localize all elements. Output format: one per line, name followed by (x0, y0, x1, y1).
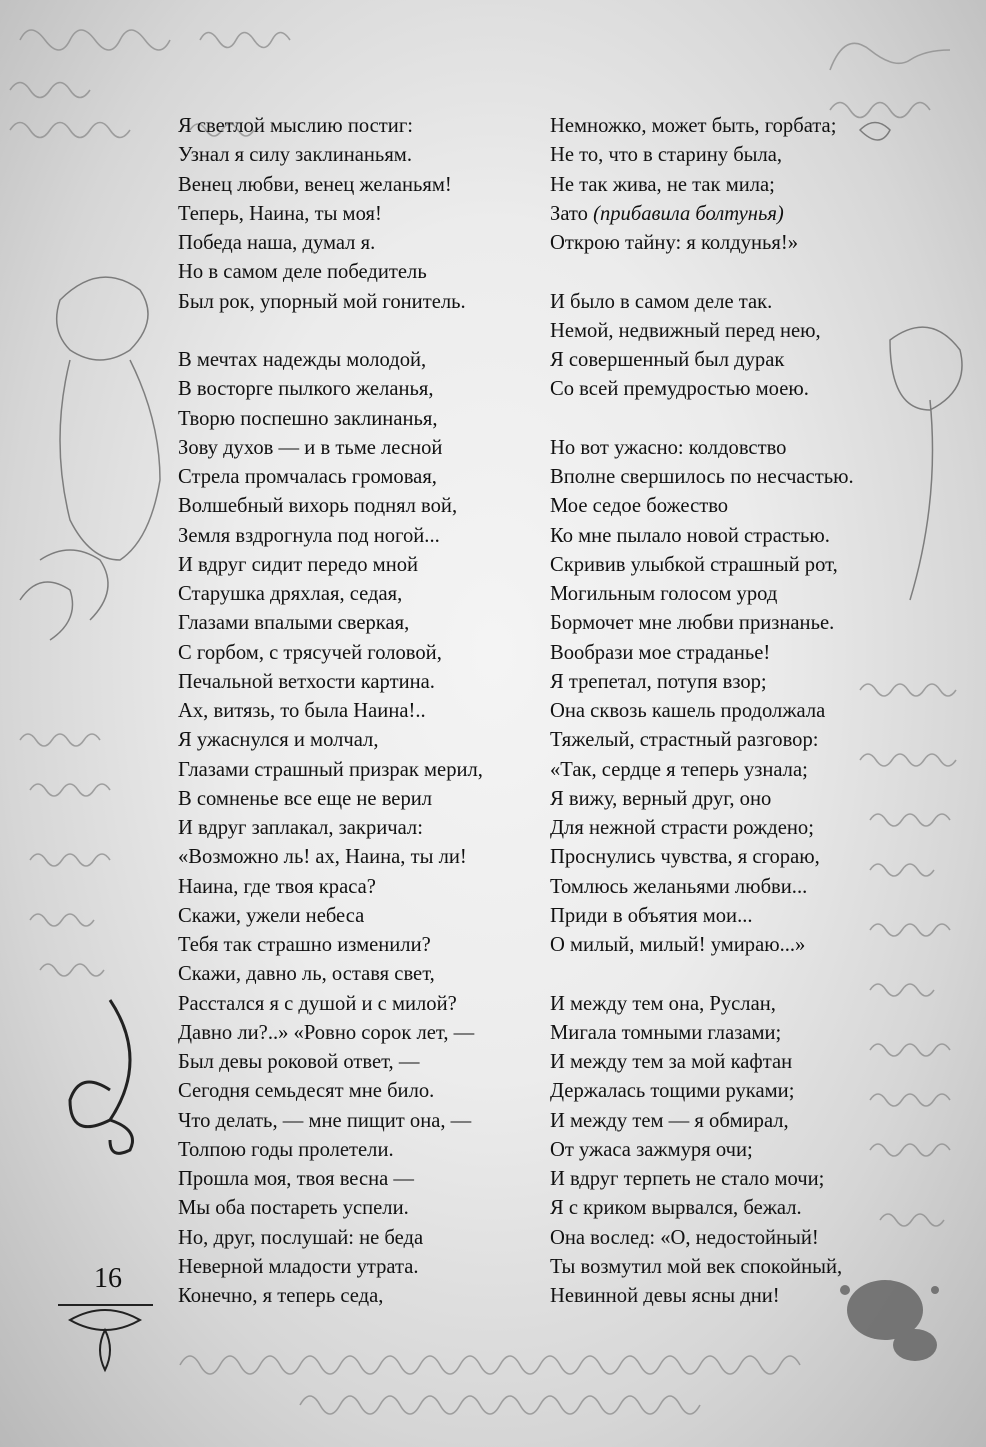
poem-line: Но вот ужасно: колдовство (550, 436, 787, 459)
poem-line: И между тем — я обмирал, (550, 1109, 789, 1132)
poem-line: С горбом, с трясучей головой, (178, 641, 442, 664)
poem-line: Был рок, упорный мой гонитель. (178, 290, 466, 313)
poem-line: Я совершенный был дурак (550, 349, 785, 371)
poem-line: Глазами страшный призрак мерил, (178, 758, 483, 781)
poem-line: Вполне свершилось по несчастью. (550, 466, 854, 488)
poem-line: Скажи, давно ль, оставя свет, (178, 963, 435, 986)
poem-line: Мигала томными глазами; (550, 1021, 782, 1044)
poem-line: Узнал я силу заклинаньям. (178, 144, 412, 167)
poem-line: Но в самом деле победитель (178, 261, 427, 284)
poem-line: Ах, витязь, то была Наина!.. (178, 700, 426, 722)
left-column (178, 112, 518, 1341)
poem-line: Волшебный вихорь поднял вой, (178, 495, 458, 518)
poem-line: Ко мне пылало новой страстью. (550, 524, 830, 547)
poem-line: Держалась тощими руками; (550, 1080, 795, 1103)
poem-line: И между тем она, Руслан, (550, 992, 776, 1015)
poem-line: Невинной девы ясны дни! (550, 1285, 780, 1307)
poem-line: Ты возмутил мой век спокойный, (550, 1255, 843, 1278)
poem-line: О милый, милый! умираю...» (550, 934, 806, 956)
poem-line: Мы оба постареть успели. (178, 1197, 409, 1220)
poem-line: Венец любви, венец желаньям! (178, 173, 452, 196)
poem-line: Давно ли?..» «Ровно сорок лет, — (178, 1021, 475, 1044)
poem-line: Она вослед: «О, недостойный! (550, 1226, 819, 1249)
stanza (550, 112, 870, 258)
poem-line: Я трепетал, потупя взор; (550, 670, 767, 693)
poem-line: Тяжелый, страстный разговор: (550, 729, 819, 752)
poem-line: И было в самом деле так. (550, 290, 773, 313)
poem-line: Зову духов — и в тьме лесной (178, 436, 443, 459)
poem-line: Могильным голосом урод (550, 583, 778, 605)
poem-line: Вообрази мое страданье! (550, 641, 771, 664)
poem-line: Был девы роковой ответ, — (178, 1051, 420, 1073)
poem-line-italic-aside: (прибавила болтунья) (593, 202, 784, 225)
poem-line: Творю поспешно заклинанья, (178, 407, 438, 430)
poem-line: В сомненье все еще не верил (178, 787, 433, 810)
poem-line: Старушка дряхлая, седая, (178, 583, 403, 605)
poem-line: Я светлой мыслию постиг: (178, 115, 413, 137)
poem-line: Теперь, Наина, ты моя! (178, 202, 382, 225)
poem-line: Но, друг, послушай: не беда (178, 1226, 424, 1249)
poem-line: В мечтах надежды молодой, (178, 349, 427, 371)
poem-line: Я ужаснулся и молчал, (178, 729, 379, 752)
poem-line: Скажи, ужели небеса (178, 904, 365, 927)
poem-line: Печальной ветхости картина. (178, 670, 435, 693)
poem-line: Со всей премудростью моею. (550, 378, 809, 401)
poem-line: В восторге пылкого желанья, (178, 378, 434, 401)
poem-line: От ужаса зажмуря очи; (550, 1138, 753, 1161)
page-number: 16 (94, 1263, 122, 1294)
poem-line: И вдруг сидит передо мной (178, 553, 419, 576)
stanza (178, 346, 518, 1311)
poem-line: Наина, где твоя краса? (178, 875, 376, 898)
poem-line-text: Зато (550, 202, 594, 225)
poem-line: Немой, недвижный перед нею, (550, 319, 821, 342)
poem-line: Стрела промчалась громовая, (178, 466, 437, 488)
poem-line: Мое седое божество (550, 495, 729, 518)
poem-line: И между тем за мой кафтан (550, 1051, 793, 1073)
poem-line: Сегодня семьдесят мне било. (178, 1080, 435, 1103)
poem-line: Немножко, может быть, горбата; (550, 115, 837, 137)
poem-line: Не то, что в старину была, (550, 144, 783, 167)
poem-line: Я с криком вырвался, бежал. (550, 1197, 802, 1220)
right-column (550, 112, 870, 1341)
stanza (550, 990, 870, 1312)
poem-line: Толпою годы пролетели. (178, 1138, 394, 1161)
poem-line: Тебя так страшно изменили? (178, 934, 431, 956)
poem-line: Глазами впалыми сверкая, (178, 612, 410, 635)
poem-line: Не так жива, не так мила; (550, 173, 775, 196)
poem-line: Для нежной страсти рождено; (550, 817, 814, 839)
poem-line: Бормочет мне любви признанье. (550, 612, 835, 635)
poem-line: Открою тайну: я колдунья!» (550, 232, 799, 254)
stanza (550, 434, 870, 961)
poem-line: Она сквозь кашель продолжала (550, 700, 826, 722)
poem-line: Земля вздрогнула под ногой... (178, 524, 440, 547)
poem-line-mixed (550, 200, 870, 229)
poem-line: Расстался я с душой и с милой? (178, 992, 457, 1015)
poem-line: Скривив улыбкой страшный рот, (550, 553, 838, 576)
poem-line: Неверной младости утрата. (178, 1255, 419, 1278)
poem-line: Что делать, — мне пищит она, — (178, 1109, 472, 1132)
poem-line: «Возможно ль! ах, Наина, ты ли! (178, 846, 467, 869)
poem-line: Приди в объятия мои... (550, 904, 753, 927)
poem-line: Прошла моя, твоя весна — (178, 1168, 415, 1190)
poem-line: И вдруг заплакал, закричал: (178, 817, 423, 839)
poem-line: И вдруг терпеть не стало мочи; (550, 1168, 825, 1190)
poem-line: Победа наша, думал я. (178, 232, 376, 254)
stanza (550, 288, 870, 405)
poem-line: Проснулись чувства, я сгораю, (550, 846, 820, 869)
poem-line: Я вижу, верный друг, оно (550, 787, 772, 810)
poem-line: Томлюсь желаньями любви... (550, 875, 808, 898)
stanza (178, 112, 518, 317)
poem-line: «Так, сердце я теперь узнала; (550, 758, 808, 781)
poem-line: Конечно, я теперь седа, (178, 1285, 384, 1307)
